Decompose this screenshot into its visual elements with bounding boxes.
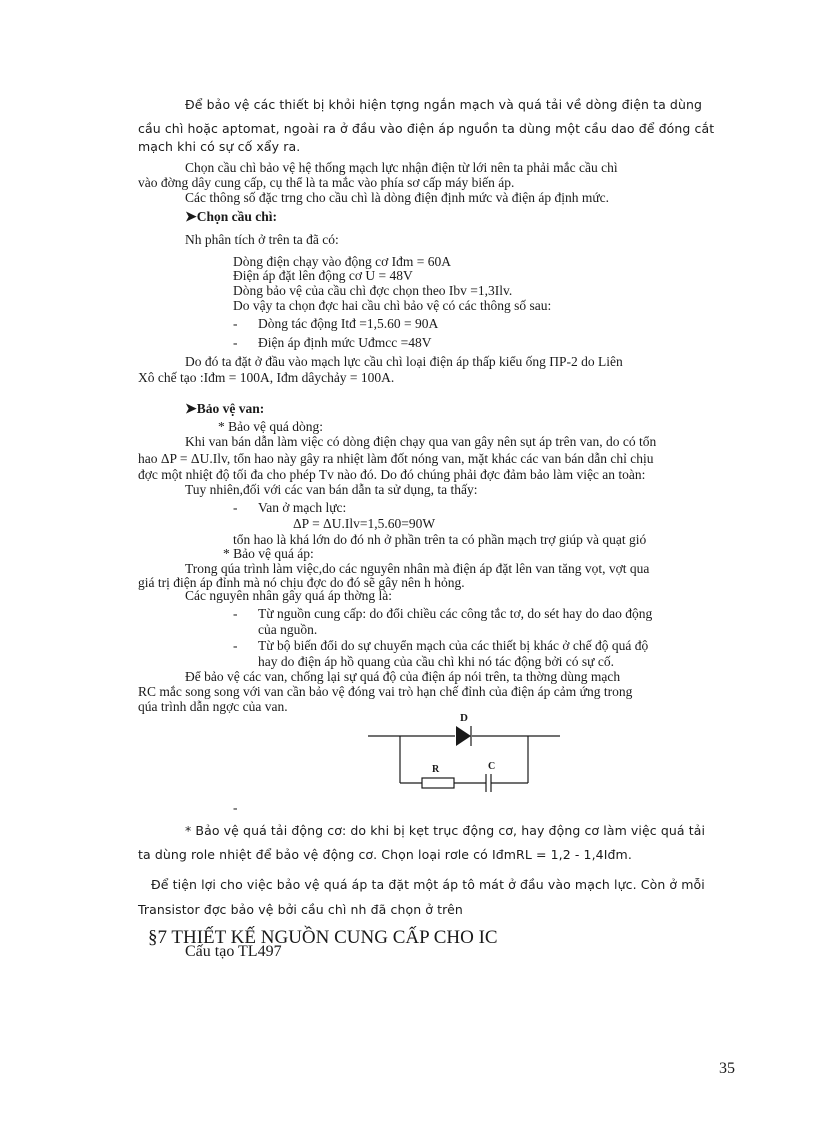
resistor-label: R	[432, 764, 440, 775]
paragraph-line: Dòng điện chạy vào động cơ Iđm = 60A	[233, 254, 451, 269]
paragraph-line: Các thông số đặc trng cho cầu chì là dòng điện định mức và điện áp định mức.	[185, 190, 610, 205]
paragraph-line: * Bảo vệ quá dòng:	[218, 419, 323, 434]
list-item: Từ nguồn cung cấp: do đổi chiều các công tắc tơ, do sét hay do dao động	[258, 606, 653, 621]
bullet-marker: -	[233, 800, 238, 815]
list-item: Điện áp định mức Uđmcc =48V	[258, 335, 432, 350]
heading-text: Bảo vệ van:	[196, 401, 265, 416]
bullet-marker: -	[233, 638, 238, 653]
list-item-continuation: của nguồn.	[258, 622, 318, 637]
paragraph-line: Do đó ta đặt ở đầu vào mạch lực cầu chì loại điện áp thấp kiểu ống ПP-2 do Liên	[185, 354, 623, 369]
paragraph-line: Điện áp đặt lên động cơ U = 48V	[233, 268, 413, 283]
bullet-marker: -	[233, 606, 238, 621]
diode-label: D	[460, 712, 468, 724]
paragraph-line: mạch khi có sự cố xẩy ra.	[138, 139, 301, 154]
bullet-marker: -	[233, 316, 238, 331]
paragraph-line: Nh phân tích ở trên ta đã có:	[185, 232, 339, 247]
list-item: Dòng tác động Itđ =1,5.60 = 90A	[258, 316, 439, 331]
arrow-bullet-icon: ➤	[185, 402, 197, 417]
page-number: 35	[719, 1060, 735, 1077]
list-item: Từ bộ biến đổi do sự chuyển mạch của các thiết bị khác ở chế độ quá độ	[258, 638, 649, 653]
bullet-marker: -	[233, 335, 238, 350]
paragraph-line: qúa trình dẫn ngợc của van.	[138, 699, 288, 714]
paragraph-line: Dòng bảo vệ của cầu chì đợc chọn theo Ibv =1,3Ilv.	[233, 283, 513, 298]
paragraph-line: tổn hao là khá lớn do đó nh ở phần trên ta có phần mạch trợ giúp và quạt gió	[233, 532, 647, 547]
paragraph-line: Khi van bán dẫn làm việc có dòng điện chạy qua van gây nên sụt áp trên van, do có tổn	[185, 434, 657, 449]
diode-icon	[456, 726, 471, 746]
section-heading-fuse	[185, 209, 277, 225]
paragraph-line: Để bảo vệ các van, chống lại sự quá độ của điện áp nói trên, ta thờng dùng mạch	[185, 669, 621, 684]
chapter-heading: §7 THIẾT KẾ NGUỒN CUNG CẤP CHO IC	[148, 927, 498, 948]
arrow-bullet-icon: ➤	[185, 210, 197, 225]
paragraph-line: RC mắc song song với van cần bảo vệ đóng vai trò hạn chế đỉnh của điện áp cảm ứng trong	[138, 684, 633, 699]
subheading: Cấu tạo TL497	[185, 943, 282, 960]
paragraph-line: đợc một nhiệt độ tối đa cho phép Tv nào đó. Do đó chúng phải đợc đảm bảo làm việc an toàn:	[138, 467, 646, 482]
bullet-marker: -	[233, 500, 238, 515]
paragraph-line: Để bảo vệ các thiết bị khỏi hiện tợng ngắn mạch và quá tải về dòng điện ta dùng	[185, 97, 703, 112]
section-heading-valve	[185, 401, 264, 417]
paragraph-line: Trong qúa trình làm việc,do các nguyên nhân mà điện áp đặt lên van tăng vọt, vợt qua	[185, 561, 650, 576]
paragraph-line: * Bảo vệ quá tải động cơ: do khi bị kẹt trục động cơ, hay động cơ làm việc quá tải	[185, 823, 706, 838]
formula-line: ΔP = ΔU.Ilv=1,5.60=90W	[293, 516, 436, 531]
rc-snubber-circuit-diagram	[360, 706, 570, 796]
paragraph-line: ta dùng role nhiệt để bảo vệ động cơ. Chọn loại rơle có IđmRL = 1,2 - 1,4Iđm.	[138, 847, 632, 862]
heading-text: Chọn cầu chì:	[196, 209, 277, 224]
list-item: Van ở mạch lực:	[258, 500, 347, 515]
list-item-continuation: hay do điện áp hồ quang của cầu chì khi nó tác động bởi có sự cố.	[258, 654, 614, 669]
paragraph-line: cầu chì hoặc aptomat, ngoài ra ở đầu vào điện áp nguồn ta dùng một cầu dao để đóng cắt	[138, 121, 715, 136]
paragraph-line: Các nguyên nhân gây quá áp thờng là:	[185, 588, 392, 603]
paragraph-line: Tuy nhiên,đối với các van bán dẫn ta sử dụng, ta thấy:	[185, 482, 478, 497]
capacitor-label: C	[488, 761, 496, 772]
paragraph-line: Để tiện lợi cho việc bảo vệ quá áp ta đặt một áp tô mát ở đầu vào mạch lực. Còn ở mỗi	[151, 877, 705, 892]
paragraph-line: Chọn cầu chì bảo vệ hệ thống mạch lực nhận điện từ lới nên ta phải mắc cầu chì	[185, 160, 618, 175]
paragraph-line: Do vậy ta chọn đợc hai cầu chì bảo vệ có các thông số sau:	[233, 298, 552, 313]
paragraph-line: giá trị điện áp đỉnh mà nó chịu đợc do đó sẽ gây nên h hỏng.	[138, 575, 465, 590]
paragraph-line: Transistor đợc bảo vệ bởi cầu chì nh đã chọn ở trên	[138, 902, 463, 917]
paragraph-line: hao ΔP = ΔU.Ilv, tổn hao này gây ra nhiệt làm đốt nóng van, mặt khác các van bán dẫn chỉ chịu	[138, 451, 654, 466]
paragraph-line: vào đờng dây cung cấp, cụ thể là ta mắc vào phía sơ cấp máy biến áp.	[138, 175, 515, 190]
paragraph-line: Xô chế tạo :Iđm = 100A, Iđm dâychảy = 100A.	[138, 370, 395, 385]
paragraph-line: * Bảo vệ quá áp:	[223, 546, 314, 561]
